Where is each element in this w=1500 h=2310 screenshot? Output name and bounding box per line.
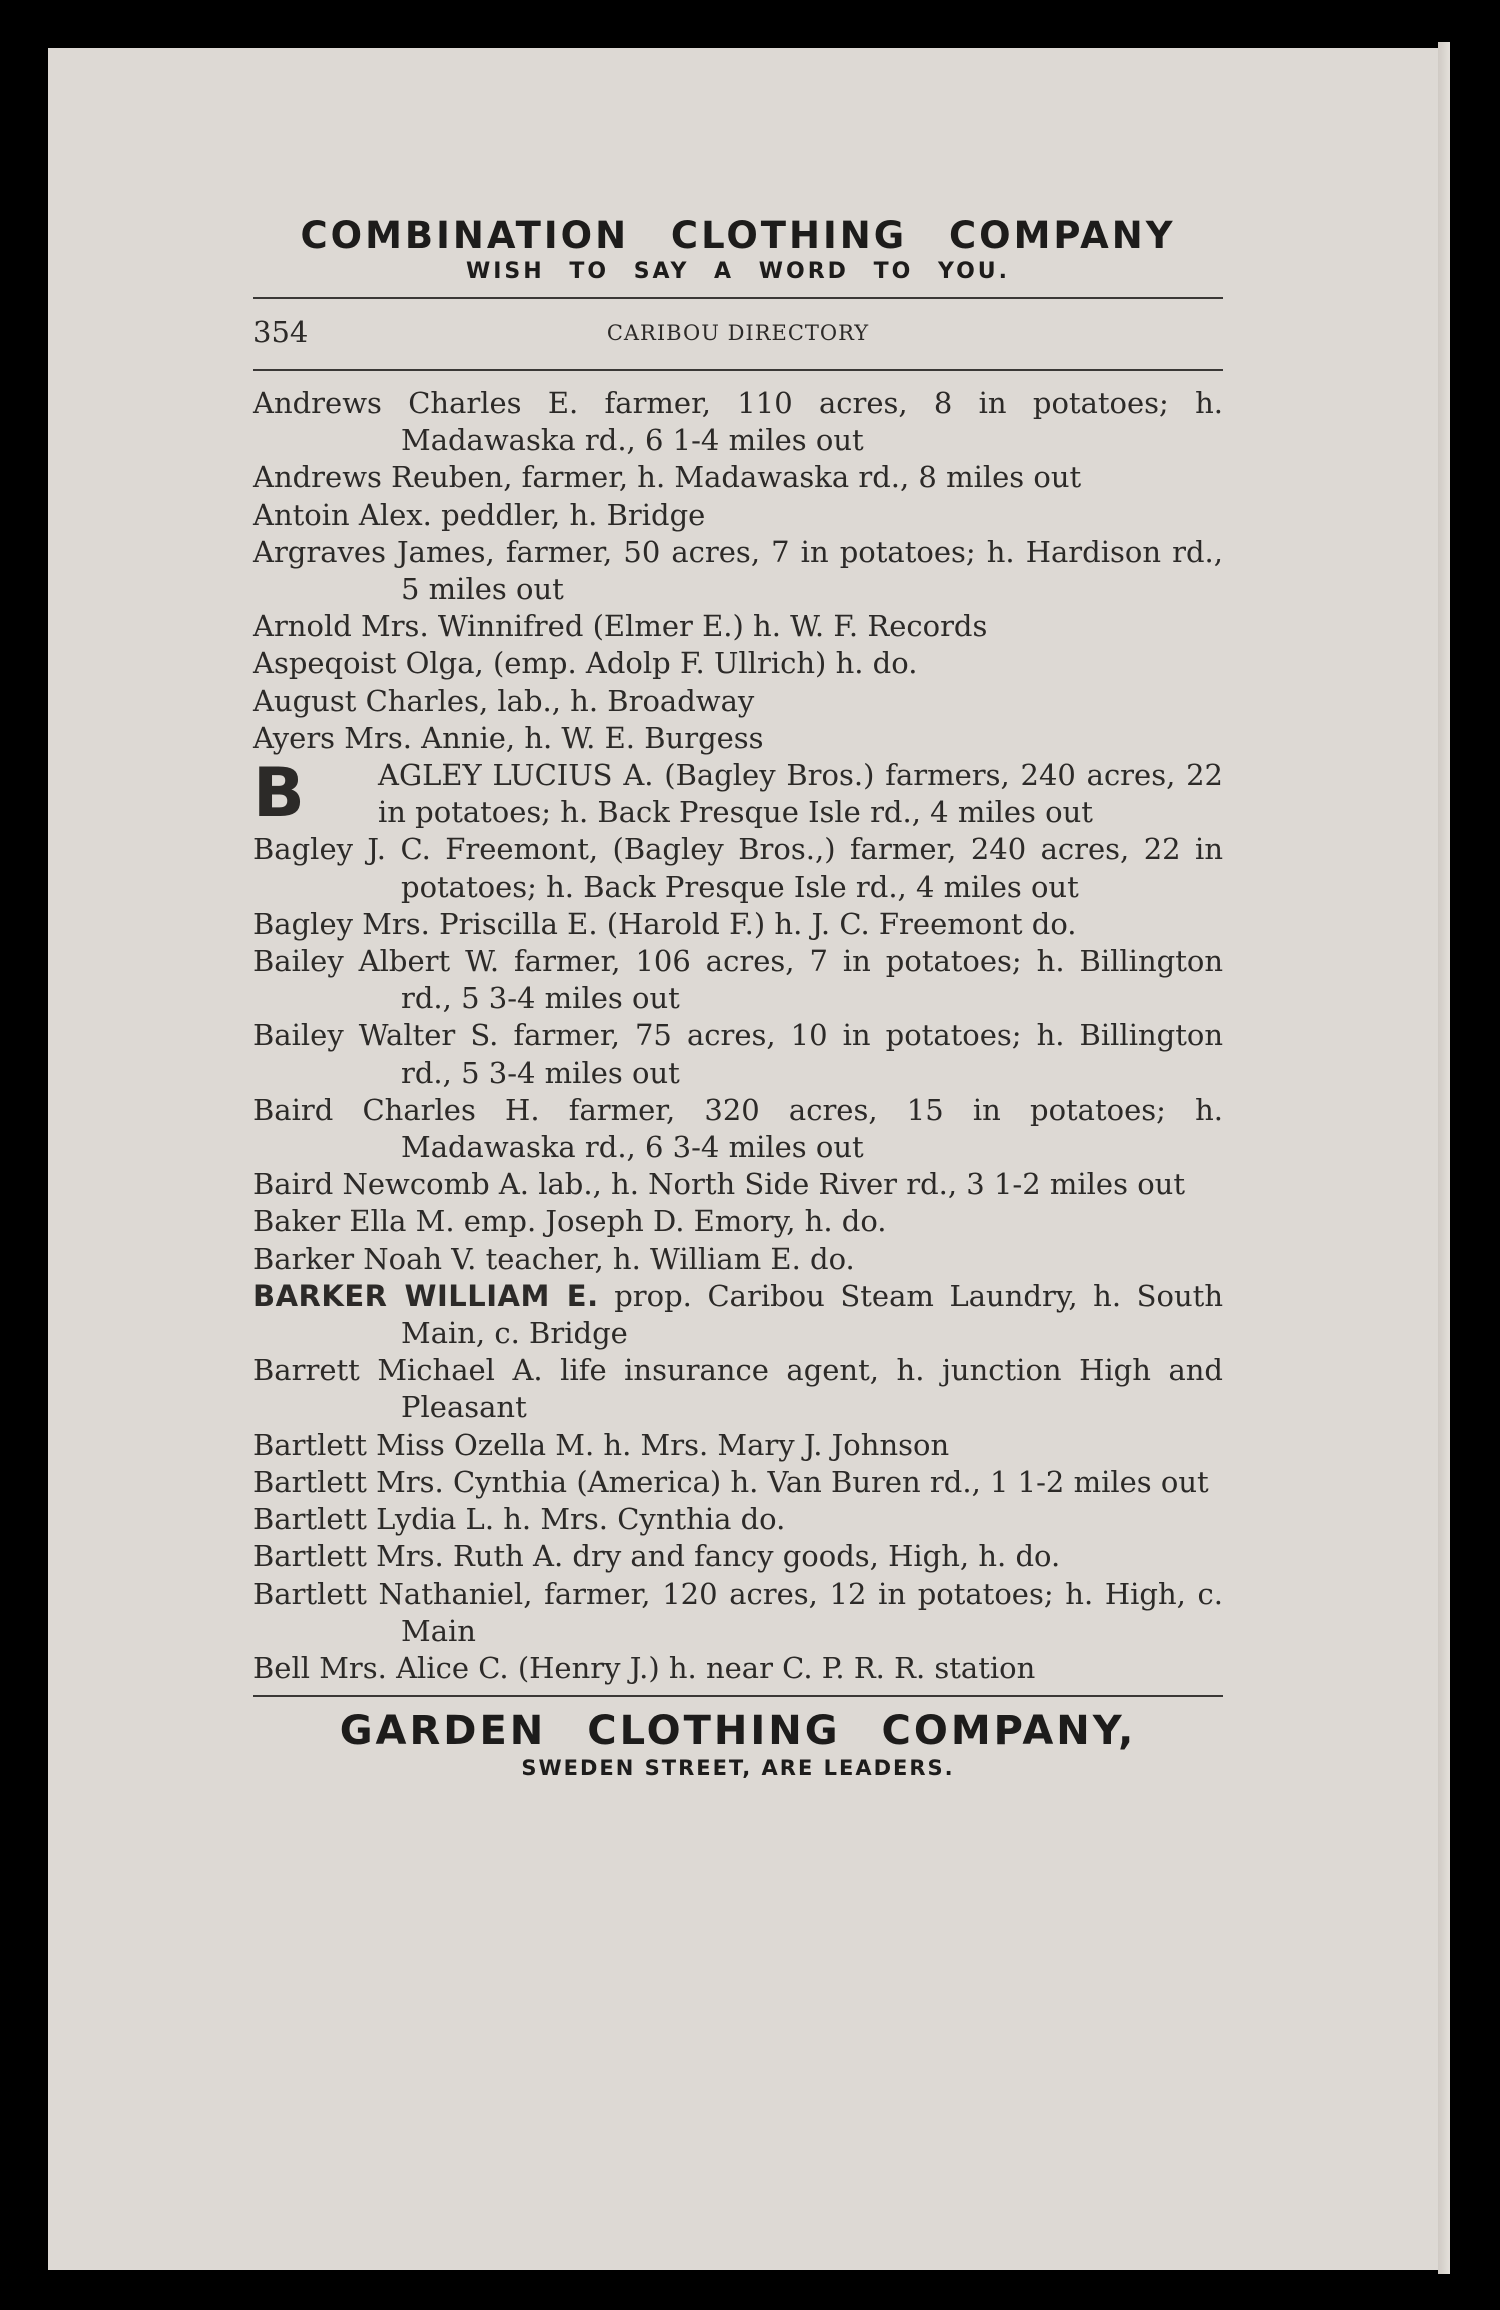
bold-entry-name: BARKER WILLIAM E. (253, 1278, 599, 1313)
running-head (253, 299, 1223, 369)
directory-entry: Antoin Alex. peddler, h. Bridge (253, 497, 706, 532)
dropcap-letter: B (253, 754, 305, 834)
directory-entry: Andrews Reuben, farmer, h. Madawaska rd., 8 miles out (253, 460, 1082, 495)
directory-entry: Bartlett Nathaniel, farmer, 120 acres, 12 in potatoes; h. High, c. Main (253, 1576, 1223, 1648)
page-number: 354 (253, 315, 309, 349)
directory-entry: Bailey Walter S. farmer, 75 acres, 10 in potatoes; h. Billington rd., 5 3-4 miles out (253, 1018, 1223, 1090)
directory-entry: Bell Mrs. Alice C. (Henry J.) h. near C. P. R. R. station (253, 1650, 1036, 1685)
directory-entry: Bartlett Mrs. Ruth A. dry and fancy goods, High, h. do. (253, 1539, 1061, 1574)
page-edge (1438, 42, 1450, 2274)
footer-ad-subtitle: SWEDEN STREET, ARE LEADERS. (521, 1756, 955, 1781)
footer-advertisement (253, 1707, 1223, 1781)
directory-entries (253, 385, 1223, 1687)
directory-entry: Andrews Charles E. farmer, 110 acres, 8 in potatoes; h. Madawaska rd., 6 1-4 miles out (253, 386, 1223, 458)
directory-entry: Baird Newcomb A. lab., h. North Side River rd., 3 1-2 miles out (253, 1167, 1185, 1202)
header-ad-subtitle: WISH TO SAY A WORD TO YOU. (465, 259, 1011, 284)
bold-entry-text: prop. Caribou Steam Laundry, h. South Main, c. Bridge (401, 1278, 1223, 1351)
directory-entry: Bagley Mrs. Priscilla E. (Harold F.) h. J. C. Freemont do. (253, 906, 1077, 941)
directory-entry: Ayers Mrs. Annie, h. W. E. Burgess (253, 720, 764, 755)
directory-entry: Baker Ella M. emp. Joseph D. Emory, h. do. (253, 1204, 887, 1239)
directory-entry: Barker Noah V. teacher, h. William E. do. (253, 1241, 855, 1276)
directory-entry: Bailey Albert W. farmer, 106 acres, 7 in potatoes; h. Billington rd., 5 3-4 miles out (253, 944, 1223, 1016)
page-content (253, 214, 1223, 1781)
footer-ad-title: GARDEN CLOTHING COMPANY, (339, 1708, 1137, 1755)
dropcap-entry-text: AGLEY LUCIUS A. (Bagley Bros.) farmers, 240 acres, 22 in potatoes; h. Back Presque Isle rd., 4 miles out (378, 758, 1223, 830)
header-advertisement (253, 214, 1223, 286)
dropcap-entry (253, 754, 1223, 834)
running-head-rule (253, 369, 1223, 371)
directory-entry: Bartlett Lydia L. h. Mrs. Cynthia do. (253, 1502, 786, 1537)
footer-rule (253, 1695, 1223, 1697)
directory-entry: Barrett Michael A. life insurance agent, h. junction High and Pleasant (253, 1353, 1223, 1425)
running-title: CARIBOU DIRECTORY (606, 321, 870, 345)
header-ad-title: COMBINATION CLOTHING COMPANY (300, 214, 1176, 257)
directory-entry: Argraves James, farmer, 50 acres, 7 in potatoes; h. Hardison rd., 5 miles out (253, 534, 1223, 607)
directory-entry: Bartlett Miss Ozella M. h. Mrs. Mary J. Johnson (253, 1427, 950, 1462)
directory-entry: Bagley J. C. Freemont, (Bagley Bros.,) farmer, 240 acres, 22 in potatoes; h. Back Presque Isle rd., 4 miles out (253, 832, 1223, 904)
directory-entry: Aspeqoist Olga, (emp. Adolp F. Ullrich) h. do. (253, 646, 918, 681)
directory-entry: August Charles, lab., h. Broadway (253, 683, 755, 718)
directory-entry: Arnold Mrs. Winnifred (Elmer E.) h. W. F. Records (253, 609, 988, 644)
directory-entry: Bartlett Mrs. Cynthia (America) h. Van Buren rd., 1 1-2 miles out (253, 1464, 1209, 1499)
directory-entry: Baird Charles H. farmer, 320 acres, 15 in potatoes; h. Madawaska rd., 6 3-4 miles out (253, 1092, 1223, 1165)
bold-directory-entry (253, 1278, 1223, 1352)
